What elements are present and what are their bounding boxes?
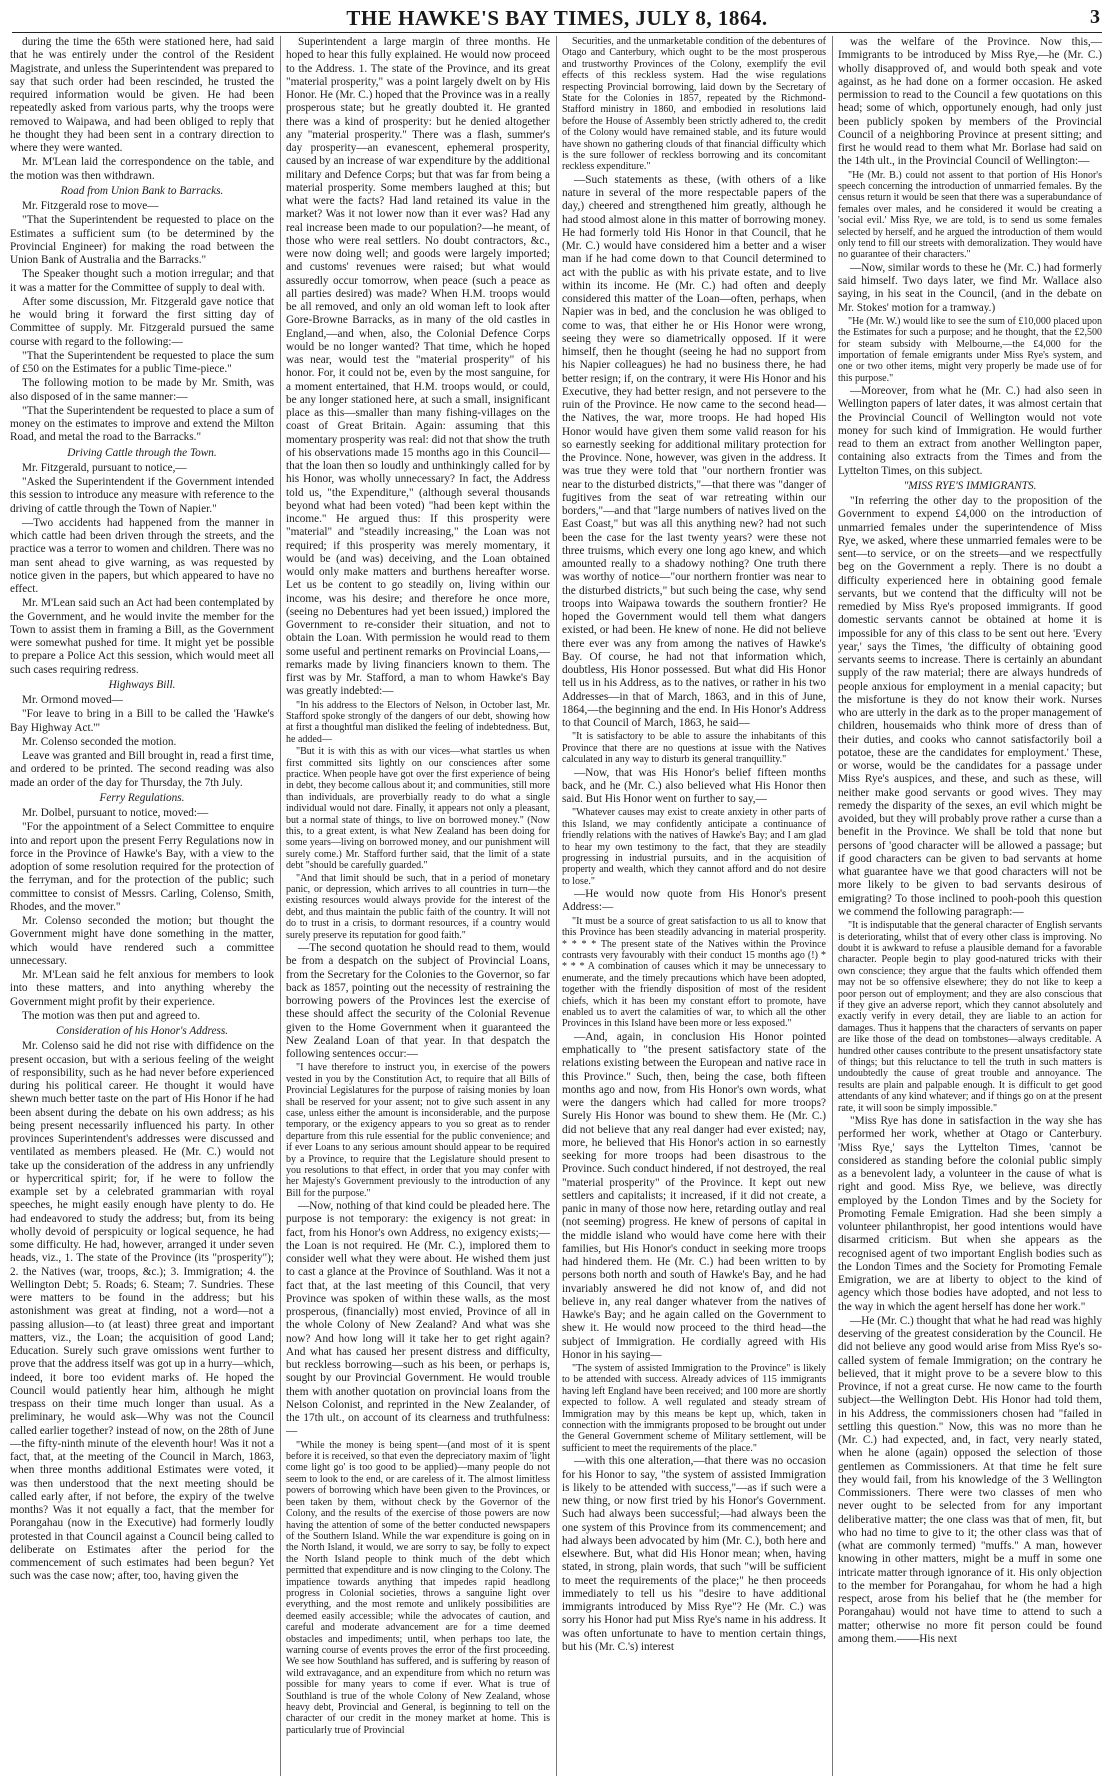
- paragraph: Mr. Ormond moved—: [22, 694, 123, 706]
- paragraph: —The second quotation he should read to them, would be from a despatch on the subject of Provincial Loans, from the Secretary for the Colonies to the Governor, so far back as 1857, pointing out the necessity of restraining the borrowing powers of the Provinces lest the exercise of these should affect the security of the Colonial Revenue given to the Home Government when it guaranteed the New Zealand Loan of that year. In that despatch the following sentences occur:—: [286, 942, 550, 1061]
- paragraph: —And, again, in conclusion His Honor pointed emphatically to "the present satisfactory state of the relations existing between the European and native race in this Province." Such, then, being the case, both fifteen months ago and now, from His Honor's own words, what were the dangers which had called for more troops? Surely His Honor was bound to shew them. He (Mr. C.) did not believe that any real danger had ever existed; nay, more, he believed that His Honor's action in so earnestly seeking for more troops had been disastrous to the Province. Such conduct hindered, if not destroyed, the real "material prosperity" of the Province. It kept out new settlers and capitalists; it increased, if it did not create, a panic in many of those now here, retarding outlay and real (not seeming) progress. He knew of persons of capital in the middle island who would have come here with their families, but His Honor's conduct in seeking more troops had hindered them. He (Mr. C.) had been written to by persons both north and south of Hawke's Bay, and he had invariably answered he did not know of, and did not believe in, any real danger whatever from the natives of Hawke's Bay; and he again called on the Government to shew it. He would now proceed to the third head—the subject of Immigration. He cordially agreed with His Honor in his saying—: [562, 1030, 826, 1361]
- paragraph: —Two accidents had happened from the manner in which cattle had been driven through the streets, and the practice was a terror to women and children. There was no man sent ahead to give warning, as was requested by notice given in the papers, but which appeared to have no effect.: [10, 516, 274, 595]
- paragraph: After some discussion, Mr. Fitzgerald gave notice that he would bring it forward the first sitting day of Committee of supply. Mr. Fitzgerald pursued the same course with regard to the following:—: [10, 295, 274, 348]
- quotation: "It is satisfactory to be able to assure the inhabitants of this Province that there are no questions at issue with the Natives calculated in any way to disturb its general tranquillity.": [562, 731, 826, 766]
- paragraph: during the time the 65th were stationed here, had said that he was entirely under the control of the Resident Magistrate, and unless the Superintendent was prepared to say that such order had been rescinded, he trusted the required information would be given. He had been repeatedly asked from various parts, why the troops were removed to Waipawa, and had been obliged to reply that he thought they had been sent in a contrary direction to where they were wanted.: [10, 36, 274, 154]
- quotation: "But it is with this as with our vices—what startles us when first committed sits lightly on our consciences after some practice. When people have got over the first experience of being in debt, they become callous about it; and communities, still more than individuals, are proverbially ready to do what a single individual would not dare. Finally, it appears not only a pleasant, but a normal state of things, to live on borrowed money." (Now this, to a great extent, is what New Zealand has been doing for some years—living on borrowed money, and our punishment will surely come.) Mr. Stafford further said, that the limit of a state debt "should be carefully guarded.": [286, 746, 550, 872]
- quotation: "In his address to the Electors of Nelson, in October last, Mr. Stafford spoke strongly of the dangers of our debt, showing how at first a thoughtful man disliked the feeling of indebtedness. But, he added—: [286, 699, 550, 745]
- quotation: "While the money is being spent—(and most of it is spent before it is received, so that even the depreciatory maxim of 'light come light go' is too good to be applied)—many people do not seem to look to the end, or are careless of it. The almost limitless powers of borrowing which have been given to the Provinces, or been taken by them, without check by the Governor of the Colony, and the results of the exercise of those powers are now having the attention of some of the better conducted newspapers of the Southern Island. While the war expenditure is going on in the North Island, it would, we are sorry to say, be folly to expect the North Island people to think much of the debt which permitted that expenditure and is now clinging to the Colony. The impatience towards anything that impedes rapid headlong progress in Colonial societies, throws a sanguine light over everything, and the most remote and unlikely possibilities are deemed easily accessible; while the advocates of caution, and careful and moderate advancement are for a time deemed obstacles and impediments; until, when perhaps too late, the warning course of events proves the error of the first proceeding. We see how Southland has suffered, and is suffering by reason of wild extravagance, and an expenditure from which no return was possible for many years to come if ever. What is true of Southland is true of the whole Colony of New Zealand, whose heavy debt, Provincial and General, is beginning to tell on the character of our credit in the money market at home. This is particularly true of Provincial: [286, 1439, 550, 1736]
- paragraph: The Speaker thought such a motion irregular; and that it was a matter for the Committee of supply to deal with.: [10, 268, 274, 294]
- section-heading: Driving Cattle through the Town.: [67, 446, 217, 459]
- paragraph: —with this one alteration,—that there was no occasion for his Honor to say, "the system of assisted Immigration is likely to be attended with success,"—as if such were a new thing, or now first tried by his Honor's Government. Such had always been successful;—had always been the one system of this Province from its commencement; and had always been advocated by him (Mr. C.), both here and elsewhere. But, what did His Honor mean; when, having stated, in strong, plain words, that such "will be sufficient to meet the requirements of the place;" he then proceeds immediately to tell us his "desire to have additional immigrants introduced by Miss Rye"? He (Mr. C.) was sorry his Honor had put Miss Rye's name in his address. It was often unfortunate to have to mention certain things, but his (Mr. C.'s) interest: [562, 1455, 826, 1653]
- quotation: "He (Mr. B.) could not assent to that portion of His Honor's speech concerning the introduction of unmarried females. By the census return it would be seen that there was a superabundance of females over males, and he considered it would be creating a 'social evil.' Miss Rye, we are told, is to send us some females selected by herself, and he argued the introduction of them would only tend to fill our streets with demoralization. They would have no guarantee of their characters.": [838, 169, 1102, 261]
- paragraph: —Now, similar words to these he (Mr. C.) had formerly said himself. Two days later, we find Mr. Wallace also saying, in his seat in the Council, (and in the debate on Mr. Stokes' motion for a tramway.): [838, 261, 1102, 314]
- paragraph: The following motion to be made by Mr. Smith, was also disposed of in the same manner:—: [10, 377, 274, 403]
- paragraph: Mr. Fitzgerald rose to move—: [22, 200, 159, 212]
- quotation: "He (Mr. W.) would like to see the sum of £10,000 placed upon the Estimates for such a purpose; and he thought, that the £2,500 for steam subsidy with Melbourne,—the £4,000 for the importation of female emigrants under Miss Rye's system, and one or two other items, might very properly be made use of for this purpose.": [838, 315, 1102, 384]
- paragraph: —Now, nothing of that kind could be pleaded here. The purpose is not temporary: the exigency is not great: in fact, from his Honor's own Address, no exigency exists;—the Loan is not required. He (Mr. C.), implored them to consider well what they were about. He wished them just to cast a glance at the Province of Southland. Was it not a fact that, at the last meeting of this Council, that very Province was spoken of within these walls, as the most prosperous, (financially) most envied, Province of all in the whole Colony of New Zealand? And what was she now? And how long will it take her to get right again? And what has caused her present distress and difficulty, but reckless borrowing—such as his been, or perhaps is, sought by our Provincial Government. He would trouble them with another quotation on provincial loans from the Nelson Colonist, and reprinted in the New Zealander, of the 17th ult., on account of its clearness and truthfulness:—: [286, 1200, 550, 1438]
- quotation: "It is indisputable that the general character of English servants is deteriorating, whilst that of every other class is improving. No doubt it is awkward to refuse a plausible demand for a favorable character. People begin to play good-natured tricks with their own conscience; they argue that the faults which offended them may not be so offensive elsewhere; they do not like to keep a poor person out of employment; and they are also conscious that if they give an adverse report, which they cannot absolutely and exactly verify in every detail, they are liable to an action for damages. Thus it happens that the characters of servants on paper are like those of the dead on tombstones—always creditable. A hundred other causes contribute to the present unsatisfactory state of things; but this reluctance to tell the truth in such matters is undoubtedly the cause of great trouble and annoyance. The results are plain and palpable enough. It is difficult to get good attendants of any kind whatever; and if things go on at the present rate, it will soon be simply impossible.": [838, 920, 1102, 1114]
- column-rule: [280, 36, 281, 1776]
- quotation: "It must be a source of great satisfaction to us all to know that this Province has been steadily advancing in material prosperity. * * * * The present state of the Natives within the Province contrasts very favourably with their conduct 15 months ago (!) * * * * A combination of causes which it may be unnecessary to enumerate, and the timely precautions which have been adopted, together with the friendly disposition of most of the resident chiefs, which it has been my constant effort to promote, have enabled us to avert the calamities of war, to which all the other Provinces in this Island have been more or less exposed.": [562, 915, 826, 1030]
- paragraph: Mr. M'Lean said he felt anxious for members to look into these matters, and into anything whereby the Government might profit by their experience.: [10, 969, 274, 1008]
- paragraph: "In referring the other day to the proposition of the Government to expend £4,000 on the introduction of unmarried females under the superintendence of Miss Rye, we asked, where these unmarried females were to be sent—to service, or on the streets—and we respectfully beg on the Government a reply. There is no doubt a difficulty experienced here in obtaining good female servants, but we contend that the difficulty will not be remedied by Miss Rye's proposed immigrants. If good domestic servants cannot be obtained at home it is impossible for any of this class to be sent out here. 'Every year,' says the Times, 'the difficulty of obtaining good servants seems to increase. There is certainly an abundant supply of the raw material; there are always hundreds of people anxious for employment in a menial capacity; but the misfortune is they do not know their work. Nurses who are utterly in the dark as to the proper management of children, housemaids who think more of dress than of their duties, and cooks who cannot satisfactorily boil a potatoe, these are the candidates for employment.' These, or worse, would be the candidates for a passage under Miss Rye's auspices, and these, and such as these, will neither make good servants or good wives. They may remedy the disparity of the sexes, an evil which might be avoided, but they will probably prove rather a curse than a benefit in the Province. We shall be told that none but persons of 'good character will be allowed a passage; but if good characters can be given to bad servants at home what guarantee have we that good characters will not be more likely to be given to bad servants desirous of emigrating? To those inclined to pooh-pooh this question we commend the following paragraph:—: [838, 495, 1102, 918]
- quotation: "And that limit should be such, that in a period of monetary panic, or depression, which arrives to all countries in turn—the existing resources would always provide for the interest of the debt, and thus maintain the public faith of the country. It will not do to trust in a crisis, to dormant resources, if a country would surely preserve its reputation for good faith.": [286, 872, 550, 941]
- masthead: [12, 4, 1102, 33]
- quotation: "Whatever causes may exist to create anxiety in other parts of this Island, we may confidently anticipate a continuance of friendly relations with the natives of Hawke's Bay; and I am glad to hear my own testimony to the fact, that they are steadily progressing in industrial pursuits, and in the acquisition of property and wealth, which they cannot afford and do not desire to lose.": [562, 807, 826, 887]
- quotation: "I have therefore to instruct you, in exercise of the powers vested in you by the Constitution Act, to require that all Bills of Provincial Legislatures for the purpose of raising monies by loan shall be reserved for your assent; not to give such assent in any case, unless either the amount is inconsiderable, and the purpose temporary, or the exigency appears to you so great as to render departure from this rule essential for the public convenience; and if ever Loans to any serious amount should appear to be required by a Province, to require that the Legislature should present to you resolutions to that effect, in order that you may confer with her Majesty's Government previously to the introduction of any Bill for the purpose.": [286, 1062, 550, 1199]
- paragraph: "That the Superintendent be requested to place on the Estimates a sufficient sum (to be determined by the Provincial Engineer) for making the road between the Union Bank of Australia and the Barracks.": [10, 214, 274, 266]
- paragraph: "Miss Rye has done in satisfaction in the way she has performed her work, whether at Otago or Canterbury. 'Miss Rye,' says the Lyttelton Times, 'cannot be considered as standing before the colonial public simply as a benevolent lady, a volunteer in the cause of what is right and good. Miss Rye, we believe, was directly employed by the London Times and by the Society for Promoting Female Emigration. Had she been simply a volunteer philanthropist, her good intentions would have disarmed criticism. But when she appears as the recognised agent of two important English bodies such as the London Times and the Society for Promoting Female Emigration, we are at liberty to object to the kind of agency which those bodies have adopted, and not less to the way in which the agent herself has done her work.": [838, 1115, 1102, 1313]
- quotation: Securities, and the unmarketable condition of the debentures of Otago and Canterbury, which ought to be the most prosperous and trustworthy Provinces of the Colony, exemplify the evil effects of this reckless system. Had the wise regulations respecting Provincial borrowing, laid down by the Secretary of State for the Colonies in 1857, repeated by the Richmond-Stafford ministry in 1860, and embodied in resolutions laid before the House of Assembly been strictly adhered to, the credit of the Colony would have remained stable, and its future would have shown no gathering clouds of that financial difficulty which is the sure follower of reckless borrowing and its concomitant reckless expenditure.": [562, 36, 826, 173]
- paragraph: —He would now quote from His Honor's present Address:—: [562, 888, 826, 914]
- newspaper-title: THE HAWKE'S BAY TIMES, JULY 8, 1864.: [346, 6, 768, 30]
- section-heading: "MISS RYE'S IMMIGRANTS.: [903, 479, 1037, 492]
- section-heading: Road from Union Bank to Barracks.: [60, 184, 224, 197]
- paragraph: Mr. M'Lean laid the correspondence on the table, and the motion was then withdrawn.: [10, 156, 274, 182]
- section-heading: Consideration of his Honor's Address.: [55, 1025, 229, 1037]
- paragraph: Mr. Colenso seconded the motion.: [22, 735, 177, 748]
- column-3: [562, 36, 826, 1776]
- paragraph: The motion was then put and agreed to.: [22, 1009, 201, 1022]
- column-1: [10, 36, 274, 1776]
- column-2: [286, 36, 550, 1776]
- paragraph: Superintendent a large margin of three months. He hoped to hear this fully explained. He would now proceed to the Address. 1. The state of the Province, and its great "material prosperity," was a point largely dwelt on by His Honor. He (Mr. C.) hoped that the Province was in a really prosperous state; but he greatly doubted it. He granted there was a kind of prosperity: but he denied altogether any "material prosperity." There was a flash, summer's day prosperity—an evanescent, ephemeral prosperity, caused by an increase of war expenditure by the additional military and Defence Corps; but that was far from being a material prosperity. Some members laughed at this; but what were the facts? Had land retained its value in the market? Was it not lower now than it ever was? Had any real increase been made to our population?—he meant, of those who were real settlers. No doubt contractors, &c., were now doing well; and goods were largely imported; and customs' revenues were raised; but what would assuredly occur tomorrow, when peace (such a peace as all parties desired) was made? When H.M. troops would be all removed, and only an old woman left to look after Gore-Browne Barracks, as in many of the old castles in England,—and when, also, the Colonial Defence Corps would be no longer wanted? That time, which he hoped was near, would test the "material prosperity" of his honor. For, it could not be, even by the most sanguine, for a moment entertained, that H.M. troops would, or could, be any longer stationed here, at such a small, insignificant place as this—smaller than many fishing-villages on the coast of Great Britain. Again: assuming that this momentary prosperity was real: did not that show the truth of his observations made 15 months ago in this Council—that the loan then so loudly and unthinkingly called for by his Honor, was wholly unnecessary? In fact, the Address told us, "the Expenditure," (although several thousands beyond what had been voted) "had been kept within the income." He argued thus: If this prosperity were "material" and "steadily increasing," the Loan was not required; if this prosperity was merely momentary, it would be (and was) deceiving, and the Loan obtained would only make matters and burthens hereafter worse. Let us be content to go steadily on, living within our income, was his desire; and therefore he once more, (seeing no Debentures had yet been issued,) implored the Government to re-consider their situation, and not to obtain the Loan. With permission he would read to them some useful and pertinent remarks on Provincial Loans,—remarks made by living financiers known to them. The first was by Mr. Stafford, a man to whom Hawke's Bay was greatly indebted:—: [286, 36, 550, 698]
- section-heading: Highways Bill.: [108, 678, 176, 691]
- paragraph: "Asked the Superintendent if the Government intended this session to introduce any measure with reference to the driving of cattle through the Town of Napier.": [10, 476, 274, 515]
- section-heading: Ferry Regulations.: [99, 791, 185, 804]
- page-number: 3: [1090, 6, 1100, 28]
- article-columns: [10, 36, 1104, 1776]
- paragraph: —Now, that was His Honor's belief fifteen months back, and he (Mr. C.) also believed what His Honor then said. But His Honor went on further to say,—: [562, 766, 826, 806]
- paragraph: was the welfare of the Province. Now this,—Immigrants to be introduced by Miss Rye,—he (Mr. C.) wholly disapproved of, and would both speak and vote against, as he had done on a former occasion. He asked permission to read to the Council a few quotations on this head; some of which, opportunely enough, had only just been publicly spoken by members of the Provincial Council of a neighboring Province at present sitting; and first he would read to them what Mr. Borlase had said on the 14th ult., in the Provincial Council of Wellington:—: [838, 36, 1102, 168]
- paragraph: Mr. M'Lean said such an Act had been contemplated by the Government, and he would invite the member for the Town to assist them in framing a Bill, as the Government were somewhat pushed for time. It might yet be possible to prepare a Police Act this session, which would meet all such cases requiring redress.: [10, 597, 274, 676]
- paragraph: Mr. Colenso seconded the motion; but thought the Government might have done something in the matter, which would have rendered such a committee unnecessary.: [10, 915, 274, 967]
- paragraph: "For leave to bring in a Bill to be called the 'Hawke's Bay Highway Act.'": [10, 708, 274, 734]
- column-rule: [832, 36, 833, 1776]
- paragraph: Mr. Fitzgerald, pursuant to notice,—: [22, 461, 187, 474]
- paragraph: —Moreover, from what he (Mr. C.) had also seen in Wellington papers of later dates, it was almost certain that the Provincial Council of Wellington would not vote money for such kind of Immigration. He would further read to them an extract from another Wellington paper, containing also extracts from the Times and from the Lyttelton Times, on this subject.: [838, 385, 1102, 477]
- paragraph: Mr. Colenso said he did not rise with diffidence on the present occasion, but with a serious feeling of the weight of responsibility, such as he had never before experienced during his political career. He thought it would have shewn much better taste on the part of His Honor if he had been absent during the debate on his own address; as his being present necessarily influenced his party. In other provinces Superintendent's addresses were discussed and ventilated as members pleased. He (Mr. C.) would not take up the consideration of the address in any unfriendly or hypercritical spirit; for, if he were to follow the example set by a celebrated grammarian with royal speeches, he might easily enough have plenty to do. He had endeavored to study the address; but, from its being wholly devoid of perspicuity or logical sequence, he had some difficulty. He had, however, arranged it under seven heads, viz., 1. The state of the Province (its "prosperity"); 2. the Natives (war, troops, &c.); 3. Immigration; 4. the Wellington Debt; 5. Roads; 6. Steam; 7. Sundries. These were matters to be found in the address; but his astonishment was great at finding, not a word—not a passing allusion—to (at least) three great and important matters, viz., the Loan; the acquisition of good Land; Education. Surely such grave omissions went further to prove that the address itself was got up in a hurry—which, indeed, it bore too evident marks of. He hoped the Council would patiently hear him, although he might trespass on their time much longer than usual. As a preliminary, he would ask—Why was not the Council called earlier together? instead of now, on the 28th of June—the fifty-ninth minute of the eleventh hour! Was it not a fact, that, at the meeting of the Council in March, 1863, when three months additional Estimates were voted, it was then understood that the next meeting should be called early after, if not before, the expiry of the twelve months? Was it not equally a fact, that the member for Porangahau (now in the Executive) had formerly loudly protested in that Council against a Council being called to deliberate on Estimates after the period for the commencement of such estimates had been begun? Yet such was the case now; after, too, having given the: [10, 1040, 274, 1583]
- paragraph: —He (Mr. C.) thought that what he had read was highly deserving of the greatest consideration by the Council. He did not believe any good would arise from Miss Rye's so-called system of female Immigration; on the contrary he believed, that it might prove to be a severe blow to this Province, if not a great curse. He now came to the fourth subject—the Wellington Debt. His Honor had told them, in his Address, the commissioners chosen had "failed in settling this question." Now, this was no more than he (Mr. C.) had expected, and, in fact, very nearly stated, when he alone (again) opposed the selection of those gentlemen as Commissioners. At that time he felt sure they would fail, from his knowledge of the 3 Wellington Commissioners. There were two classes of men who never ought to be selected from for any important deliberative matter; the one class was that of men, fit, but who had no time to give to it; the other class was that of (what are commonly termed) "muffs." A man, however knowing in other matters, might be a muff in some one intricate matter through ignorance of it. His only objection to the member for Porangahau, for whom he had a high respect, arose from his belief that he (the member for Porangahau) would not have time to attend to such a matter; otherwise no more fit person could be found among them.——His next: [838, 1314, 1102, 1645]
- paragraph: "That the Superintendent be requested to place the sum of £50 on the Estimates for a public Time-piece.": [10, 349, 274, 375]
- column-4: [838, 36, 1102, 1776]
- quotation: "The system of assisted Immigration to the Province" is likely to be attended with success. Already advices of 115 immigrants having left England have been received; and 100 more are shortly expected to follow. A well regulated and steady stream of Immigration may by this means be kept up, which, taken in connection with the immigrants proposed to be brought out under the General Government scheme of Military settlement, will be sufficient to meet the requirements of the place.": [562, 1363, 826, 1454]
- paragraph: —Such statements as these, (with others of a like nature in several of the more respectable papers of the day,) cheered and strengthened him greatly, although he had stood almost alone in this matter of borrowing money. He had formerly told His Honor in that Council, that he (Mr. C.) would have considered him a better and a wiser man if he had come down to that Council determined to act with the public as with his private estate, and to live within its income. He (Mr. C.) had often and deeply considered this matter of the Loan—often, perhaps, when Napier was in bed, and the conclusion he was obliged to come to was, that either he or His Honor were wrong, seeing they were so diametrically opposed. If it were himself, then he thought (seeing he had no support from his Napier colleagues) he had no business there, he had better resign; if, on the contrary, it were His Honor and his Executive, they had better resign, and not persevere to the ruin of the Province. He now came to the second head—the Natives, the war, more troops. He had hoped His Honor would have given them some valid reason for his so earnestly seeking for additional military protection for the Province. None, however, was given in the address. It was true they were told that "our northern frontier was near to the disturbed districts,"—that there was "danger of fugitives from the seat of war retreating within our borders,"—and that "large numbers of natives lived on the East Coast," but was all this anything new? had not such been the case for the last twenty years? were these not three truisms, which every one long ago knew, and which amounted really to a shadowy nothing? One truth there was worthy of notice—"our northern frontier was near to the disturbed districts," but such being the case, why send troops into Waipawa towards the southern frontier? He hoped the Government would tell them what dangers existed, or had been. He knew of none. He did not believe there ever was any from among the natives of Hawke's Bay. Of course, he had not that information which, doubtless, His Honor possessed. But what did His Honor tell us in his Address, as to the natives, or rather in his two Addresses—in that of March, 1863, and in this of June, 1864,—the beginning and the end. In His Honor's Address to that Council of March, 1863, he said—: [562, 173, 826, 730]
- paragraph: Leave was granted and Bill brought in, read a first time, and ordered to be printed. The second reading was also made an order of the day for Thursday, the 7th July.: [10, 750, 274, 789]
- paragraph: "For the appointment of a Select Committee to enquire into and report upon the present Ferry Regulations now in force in the Province of Hawke's Bay, with a view to the adoption of some resolution required for the protection of the ferryman, and for the protection of the public; such committee to consist of Messrs. Carling, Colenso, Smith, Rhodes, and the mover.": [10, 821, 274, 913]
- paragraph: Mr. Dolbel, pursuant to notice, moved:—: [22, 807, 209, 819]
- column-rule: [556, 36, 557, 1776]
- paragraph: "That the Superintendent be requested to place a sum of money on the estimates to improve and extend the Milton Road, and metal the road to the Barracks.": [10, 404, 274, 444]
